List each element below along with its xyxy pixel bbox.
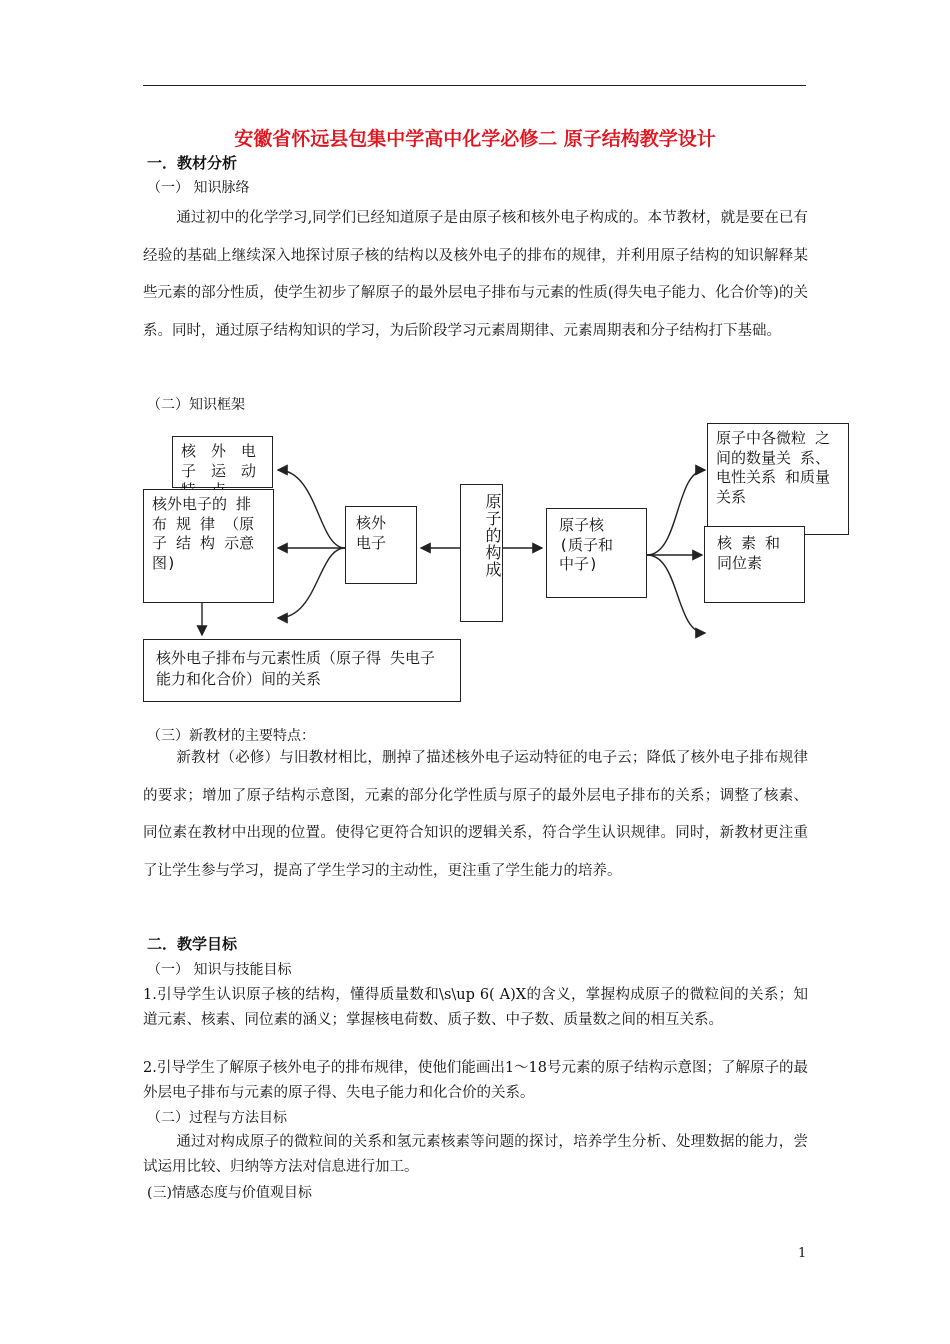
box-atom-structure (460, 484, 503, 622)
section-1-heading: 一．教材分析 (147, 154, 238, 172)
box-electron-property-relation (143, 639, 461, 702)
section-1-sub-1: （一） 知识脉络 (147, 180, 250, 196)
box-electron-property-relation-text: 核外电子排布与元素性质（原子得 失电子能力和化合价）间的关系 (156, 649, 436, 688)
box-electron-motion (172, 436, 273, 488)
box-electron-rules (143, 489, 274, 603)
document-title: 安徽省怀远县包集中学高中化学必修二 原子结构教学设计 (234, 128, 716, 150)
arrow-to-particles-box (647, 470, 705, 555)
section-1-sub-3: （三）新教材的主要特点： (147, 728, 315, 744)
box-particle-relations-text: 原子中各微粒 之间的数量关 系、电性关系 和质量关系 (716, 429, 831, 506)
section-2-paragraph-2: 通过对构成原子的微粒间的关系和氢元素核素等问题的探讨，培养学生分析、处理数据的能力，尝试运用比较、归纳等方法对信息进行加工。 (143, 1134, 808, 1175)
arrow-to-motion-box (278, 470, 345, 548)
section-2-sub-3: (三)情感态度与价值观目标 (147, 1185, 312, 1201)
box-electron-text: 核外 电子 (356, 514, 387, 552)
box-electron-motion-text: 核 外 电 子 运 动 (181, 442, 260, 480)
section-2-sub-1: （一） 知识与技能目标 (147, 962, 292, 978)
box-nuclide-isotope-text: 核 素 和 同位素 (717, 534, 781, 572)
section-2-heading: 二．教学目标 (147, 935, 238, 953)
box-nucleus-text: 原子核 (质子和 中子) (559, 516, 614, 573)
section-2-sub-2: （二）过程与方法目标 (147, 1110, 287, 1126)
box-electron (345, 506, 417, 584)
page-number: 1 (798, 1246, 807, 1261)
section-1-paragraph-1: 通过初中的化学学习,同学们已经知道原子是由原子核和核外电子构成的。本节教材，就是要在已有经验的基础上继续深入地探讨原子核的结构以及核外电子的排布的规律，并利用原子结构的知识解释某些元素的部分性质，使学生初步了解原子的最外层电子排布与元素的性质(得失电子能力、化合价等)的关系。同时，通过原子结构知识的学习，为后阶段学习元素周期律、元素周期表和分子结构打下基础。 (143, 210, 808, 339)
section-1-sub-2: （二）知识框架 (147, 397, 245, 413)
arrow-down-loop (278, 548, 345, 618)
arrow-to-lower-right (647, 555, 705, 633)
section-2-item-1: 1.引导学生认识原子核的结构，懂得质量数和\s\up 6( A)X的含义，掌握构成原子的微粒间的关系；知道元素、核素、同位素的涵义；掌握核电荷数、质子数、中子数、质量数之间的相互关系。 (143, 987, 808, 1028)
section-2-item-2: 2.引导学生了解原子核外电子的排布规律，使他们能画出1～18号元素的原子结构示意图；了解原子的最外层电子排布与元素的原子得、失电子能力和化合价的关系。 (143, 1060, 809, 1101)
box-nuclide-isotope (704, 526, 805, 603)
section-1-paragraph-3: 新教材（必修）与旧教材相比，删掉了描述核外电子运动特征的电子云；降低了核外电子排布规律的要求；增加了原子结构示意图，元素的部分化学性质与原子的最外层电子排布的关系；调整了核素、同位素在教材中出现的位置。使得它更符合知识的逻辑关系，符合学生认识规律。同时，新教材更注重了让学生参与学习，提高了学生学习的主动性，更注重了学生能力的培养。 (143, 750, 808, 879)
box-atom-structure-text: 原子的构成 (483, 493, 502, 578)
box-nucleus (546, 508, 647, 598)
box-electron-rules-text: 核外电子的 排 布 规 律 （原 子 结 构 示意图) (152, 495, 255, 572)
box-particle-relations (707, 423, 849, 535)
